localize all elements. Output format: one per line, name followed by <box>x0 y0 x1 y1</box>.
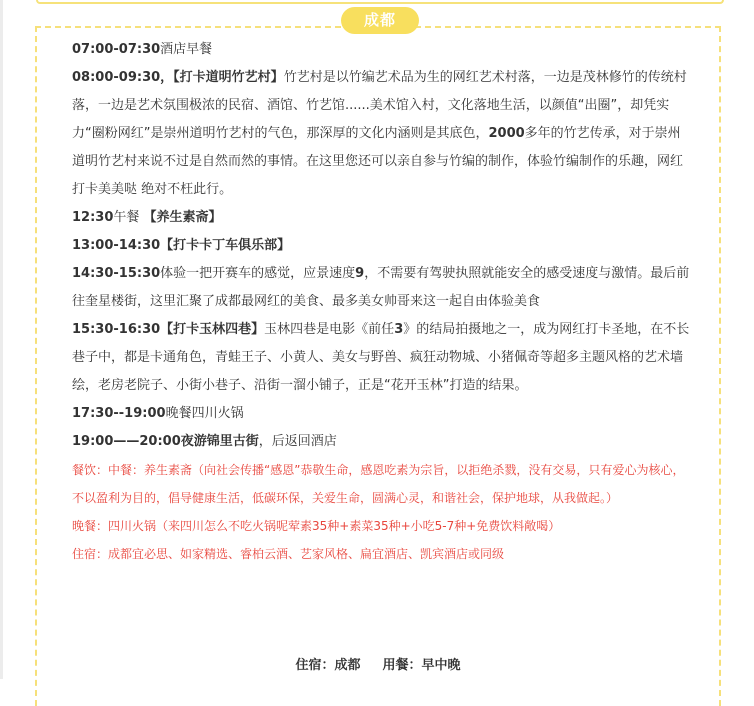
hotel-note: 住宿：成都宜必思、如家精选、睿柏云酒、艺家风格、扁宜酒店、凯宾酒店或同级 <box>72 547 505 561</box>
item-title: 【养生素斋】 <box>143 210 222 225</box>
item-text: 竹艺村是以竹编艺术品为生的网红艺术村落，一边是茂林修竹的传统村落，一边是艺术氛围极浓的民宿、酒馆、竹艺馆......美术馆入村，文化落地生活，以颜值“出圈”，却凭实力“圈粉网红”是崇州道明竹艺村的气色，那深厚的文化内涵则是其底色， <box>72 70 687 141</box>
dinner-note: 晚餐：四川火锅（来四川怎么不吃火锅呢荤素35种+素菜35种+小吃5-7种+免费饮料敞喝） <box>72 519 561 533</box>
item-time: 19:00——20:00 <box>72 434 181 449</box>
item-time: 17:30--19:00 <box>72 406 166 421</box>
itinerary-item <box>72 400 690 428</box>
item-title: 【打卡道明竹艺村】 <box>173 70 284 85</box>
itinerary-item <box>72 36 690 64</box>
item-number: 2000 <box>488 126 525 141</box>
itinerary-item <box>72 316 690 400</box>
item-text-2: ，不需要有驾驶执照就能安全的感受速度与激情。最后前往奎星楼街，这里汇聚了成都最网红的美食、最多美女帅哥来这一起自由体验美食 <box>72 266 690 309</box>
stay-value: 成都 <box>334 658 361 673</box>
item-time: 12:30 <box>72 210 114 225</box>
item-text: 酒店早餐 <box>160 42 213 57</box>
item-number: 9 <box>355 266 365 281</box>
summary-footer <box>35 652 721 680</box>
item-time: 14:30-15:30 <box>72 266 161 281</box>
itinerary-item <box>72 204 690 232</box>
item-text: 晚餐四川火锅 <box>165 406 244 421</box>
page-edge <box>0 0 3 679</box>
meal-label: 用餐： <box>382 658 422 673</box>
item-title: 【打卡玉林四巷】 <box>160 322 265 337</box>
item-time: 07:00-07:30 <box>72 42 161 57</box>
itinerary-item <box>72 232 690 260</box>
item-time: 08:00-09:30， <box>72 70 174 85</box>
item-text: 午餐 <box>113 210 144 225</box>
itinerary-item <box>72 428 690 456</box>
item-text-2: 》的结局拍摄地之一，成为网红打卡圣地，在不长巷子中，都是卡通角色，青蛙王子、小黄人、美女与野兽、疯狂动物城、小猪佩奇等超多主题风格的艺术墙绘，老房老院子、小街小巷子、沿街一溜小铺子，正是“花开玉林”打造的结果。 <box>72 322 690 393</box>
itinerary-item <box>72 64 690 204</box>
lunch-note: 餐饮：中餐：养生素斋（向社会传播“感恩”恭敬生命，感恩吃素为宗旨，以拒绝杀戮，没有交易，只有爱心为核心，不以盈利为目的，倡导健康生活，低碳环保，关爱生命，圆满心灵，和谐社会，保护地球，从我做起。） <box>72 463 685 505</box>
meal-value: 早中晚 <box>421 658 461 673</box>
item-time: 15:30-16:30 <box>72 322 161 337</box>
item-text: 玉林四巷是电影《前任 <box>264 322 395 337</box>
item-title: 【打卡卡丁车俱乐部】 <box>160 238 291 253</box>
city-badge: 成都 <box>341 7 419 34</box>
itinerary-content <box>72 36 690 568</box>
item-number: 3 <box>394 322 404 337</box>
item-time: 13:00-14:30 <box>72 238 161 253</box>
previous-section-box <box>36 0 724 4</box>
item-text-2: 多年的竹艺传承，对于崇州道明竹艺村来说不过是自然而然的事情。在这里您还可以亲自参与竹编的制作，体验竹编制作的乐趣，网红打卡美美哒 绝对不枉此行。 <box>72 126 684 197</box>
stay-label: 住宿： <box>295 658 335 673</box>
item-text: 体验一把开赛车的感觉，应景速度 <box>160 266 356 281</box>
item-title: 夜游锦里古街 <box>180 434 259 449</box>
item-text: ，后返回酒店 <box>258 434 337 449</box>
itinerary-item <box>72 260 690 316</box>
